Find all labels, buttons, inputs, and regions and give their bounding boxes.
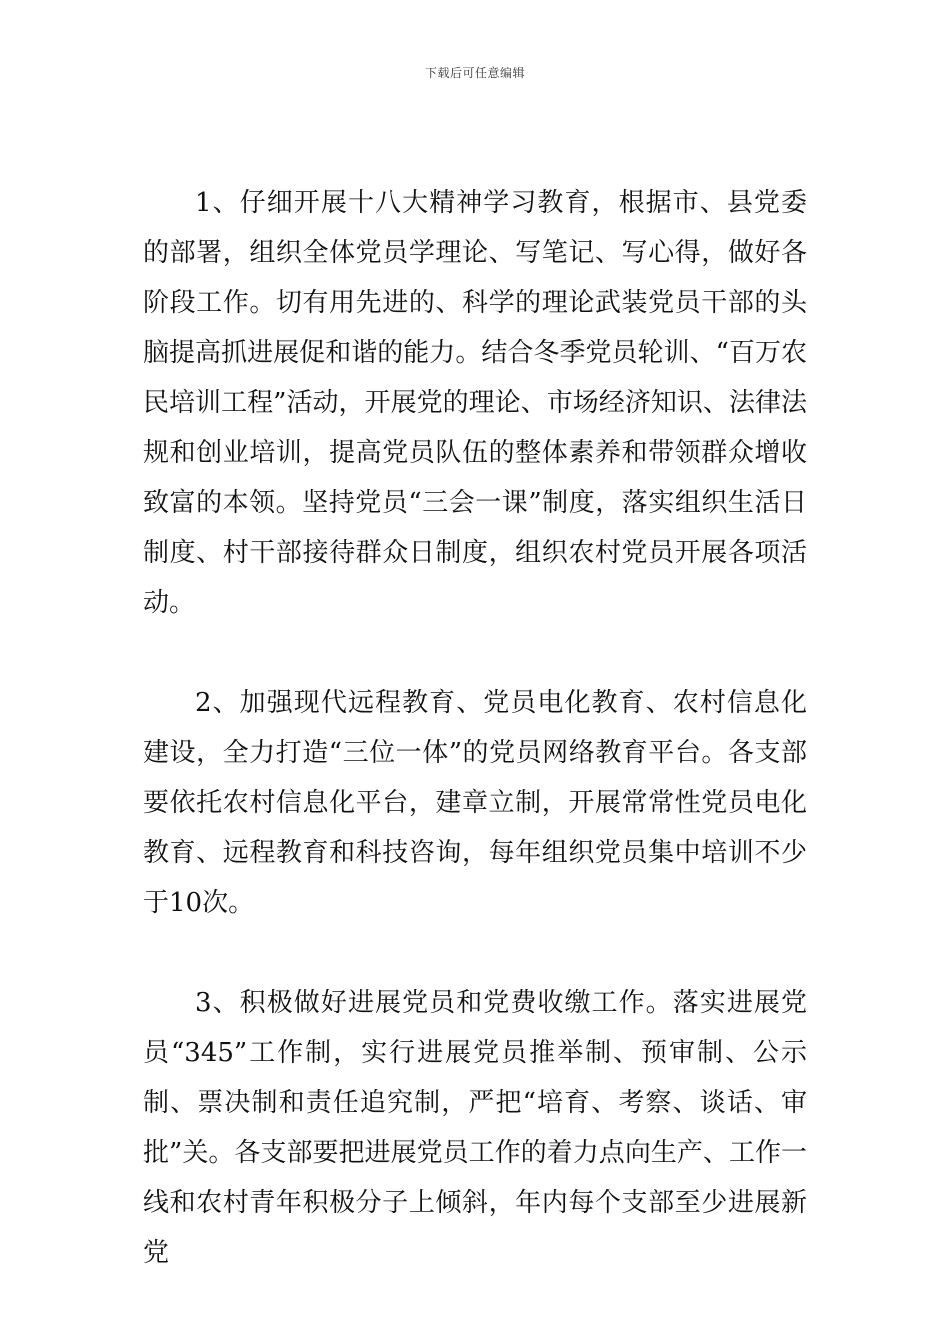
page-header-note: 下载后可任意编辑 xyxy=(424,66,525,80)
document-body xyxy=(143,178,807,1328)
paragraph-3: 3、积极做好进展党员和党费收缴工作。落实进展党员“345”工作制，实行进展党员推举制、预审制、公示制、票决制和责任追究制，严把“培育、考察、谈话、审批”关。各支部要把进展党员工作的着力点向生产、工作一线和农村青年积极分子上倾斜，年内每个支部至少进展新党 xyxy=(143,988,807,1268)
paragraph-2: 2、加强现代远程教育、党员电化教育、农村信息化建设，全力打造“三位一体”的党员网络教育平台。各支部要依托农村信息化平台，建章立制，开展常常性党员电化教育、远程教育和科技咨询，每年组织党员集中培训不少于10次。 xyxy=(143,688,807,918)
paragraph-1: 1、仔细开展十八大精神学习教育，根据市、县党委的部署，组织全体党员学理论、写笔记、写心得，做好各阶段工作。切有用先进的、科学的理论武装党员干部的头脑提高抓进展促和谐的能力。结合冬季党员轮训、“百万农民培训工程”活动，开展党的理论、市场经济知识、法律法规和创业培训，提高党员队伍的整体素养和带领群众增收致富的本领。坚持党员“三会一课”制度，落实组织生活日制度、村干部接待群众日制度，组织农村党员开展各项活动。 xyxy=(143,188,807,618)
